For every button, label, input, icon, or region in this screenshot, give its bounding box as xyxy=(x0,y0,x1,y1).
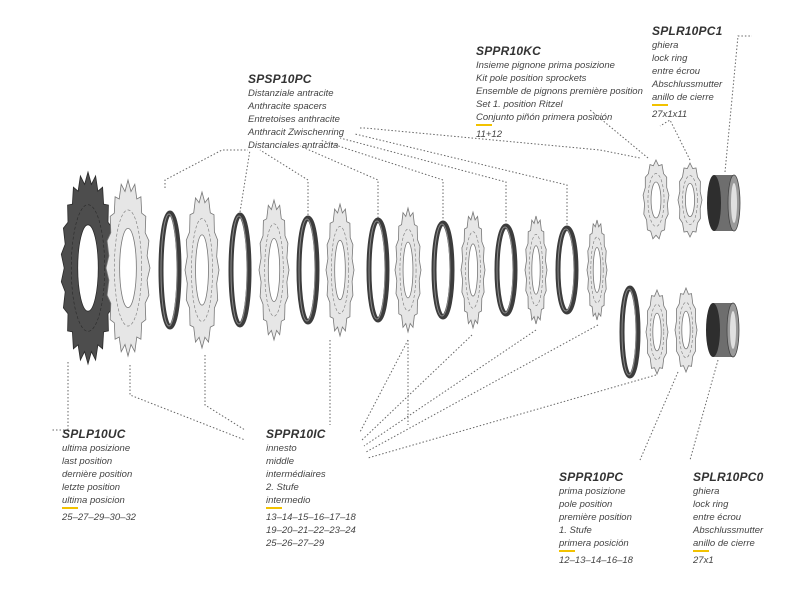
spacer-ring xyxy=(231,215,249,325)
desc-line: ghiera xyxy=(652,40,679,51)
spacer-ring xyxy=(558,228,576,312)
label-spsp10pc xyxy=(248,72,344,152)
sizes-line: 25–27–29–30–32 xyxy=(62,512,136,523)
sizes-line: 19–20–21–22–23–24 xyxy=(266,525,356,536)
desc-line: Entretoises anthracite xyxy=(248,114,340,125)
sprocket-intermediate xyxy=(106,180,150,356)
sprocket-pole-kit xyxy=(678,163,702,237)
sizes-line: 12–13–14–16–18 xyxy=(559,555,633,566)
desc-line: Anthracit Zwischenring xyxy=(248,127,345,138)
desc-line: Conjunto piñón primera posición xyxy=(476,111,643,124)
part-code: SPPR10IC xyxy=(266,427,326,441)
spacer-ring xyxy=(434,223,452,317)
leader-line xyxy=(260,150,308,215)
leader-line xyxy=(340,138,506,225)
sprocket-pole-position xyxy=(646,290,668,374)
leader-line xyxy=(368,375,656,458)
part-code: SPLP10UC xyxy=(62,427,126,441)
sprocket-intermediate xyxy=(395,208,421,332)
leader-line xyxy=(130,365,245,440)
lock-ring-lower xyxy=(706,303,739,357)
leader-line xyxy=(240,150,250,212)
sizes-line: 11+12 xyxy=(476,129,502,140)
desc-line: innesto xyxy=(266,443,297,454)
sprocket-intermediate xyxy=(259,200,289,340)
sizes-line: 13–14–15–16–17–18 xyxy=(266,512,356,523)
label-sppr10pc xyxy=(559,470,633,567)
spacer-ring xyxy=(622,288,638,376)
leader-line xyxy=(360,340,408,432)
sprocket-intermediate xyxy=(461,212,485,328)
desc-line: ultima posizione xyxy=(62,443,131,454)
leader-line xyxy=(165,150,248,188)
leader-line xyxy=(725,36,752,172)
desc-line: primera posición xyxy=(559,537,633,550)
part-code: SPSP10PC xyxy=(248,72,312,86)
lock-ring-upper xyxy=(707,175,740,231)
desc-line: Kit pole position sprockets xyxy=(476,73,587,84)
desc-line: Insieme pignone prima posizione xyxy=(476,60,615,71)
desc-line: Set 1. position Ritzel xyxy=(476,99,563,110)
sprocket-intermediate xyxy=(587,220,607,320)
leader-line xyxy=(640,372,678,460)
leader-line xyxy=(205,355,245,430)
sizes-line: 27x1 xyxy=(693,555,714,566)
part-code: SPLR10PC0 xyxy=(693,470,764,484)
desc-line: entre écrou xyxy=(693,512,742,523)
desc-line: ultima posicion xyxy=(62,494,136,507)
desc-line: entre écrou xyxy=(652,66,701,77)
sizes-line: 27x1x11 xyxy=(652,109,688,120)
cassette-parts xyxy=(61,160,740,376)
sizes-line: 25–26–27–29 xyxy=(266,538,325,549)
desc-line: intermédiaires xyxy=(266,469,326,480)
part-code: SPPR10PC xyxy=(559,470,624,484)
spacer-ring xyxy=(369,220,387,320)
desc-line: letzte position xyxy=(62,482,121,493)
desc-line: lock ring xyxy=(652,53,688,64)
desc-line: lock ring xyxy=(693,499,729,510)
sprocket-intermediate xyxy=(525,216,547,324)
sprocket-intermediate xyxy=(185,192,219,348)
desc-line: dernière position xyxy=(62,469,133,480)
desc-line: anillo de cierre xyxy=(693,537,764,550)
desc-line: Abschlussmutter xyxy=(652,79,723,90)
leader-line xyxy=(690,360,718,460)
desc-line: anillo de cierre xyxy=(652,91,723,104)
desc-line: Ensemble de pignons première position xyxy=(476,86,643,97)
desc-line: Anthracite spacers xyxy=(248,101,327,112)
desc-line: Distanciales antracita xyxy=(248,140,339,151)
desc-line: middle xyxy=(266,456,294,467)
desc-line: last position xyxy=(62,456,113,467)
desc-line: ghiera xyxy=(693,486,720,497)
leader-line xyxy=(355,134,567,228)
leader-line xyxy=(364,330,536,446)
label-sppr10ic xyxy=(266,427,356,550)
leader-line xyxy=(660,120,690,160)
spacer-ring xyxy=(161,213,179,327)
desc-line: intermedio xyxy=(266,494,356,507)
sprocket-intermediate xyxy=(326,204,354,336)
spacer-ring xyxy=(497,226,515,314)
desc-line: 1. Stufe xyxy=(559,525,592,536)
leader-line xyxy=(366,325,598,452)
part-code: SPPR10KC xyxy=(476,44,541,58)
label-splr10pc0 xyxy=(693,470,764,567)
desc-line: 2. Stufe xyxy=(266,482,299,493)
sprocket-pole-position xyxy=(675,288,697,372)
part-code: SPLR10PC1 xyxy=(652,24,723,38)
desc-line: prima posizione xyxy=(559,486,626,497)
desc-line: pole position xyxy=(559,499,613,510)
leader-line xyxy=(362,335,472,440)
sprocket-pole-kit xyxy=(643,160,669,239)
label-splp10uc xyxy=(62,427,136,524)
desc-line: Distanziale antracite xyxy=(248,88,334,99)
label-sppr10kc xyxy=(476,44,643,141)
spacer-ring xyxy=(299,218,317,322)
label-splr10pc1 xyxy=(652,24,723,121)
desc-line: première position xyxy=(559,512,632,523)
desc-line: Abschlussmutter xyxy=(693,525,764,536)
